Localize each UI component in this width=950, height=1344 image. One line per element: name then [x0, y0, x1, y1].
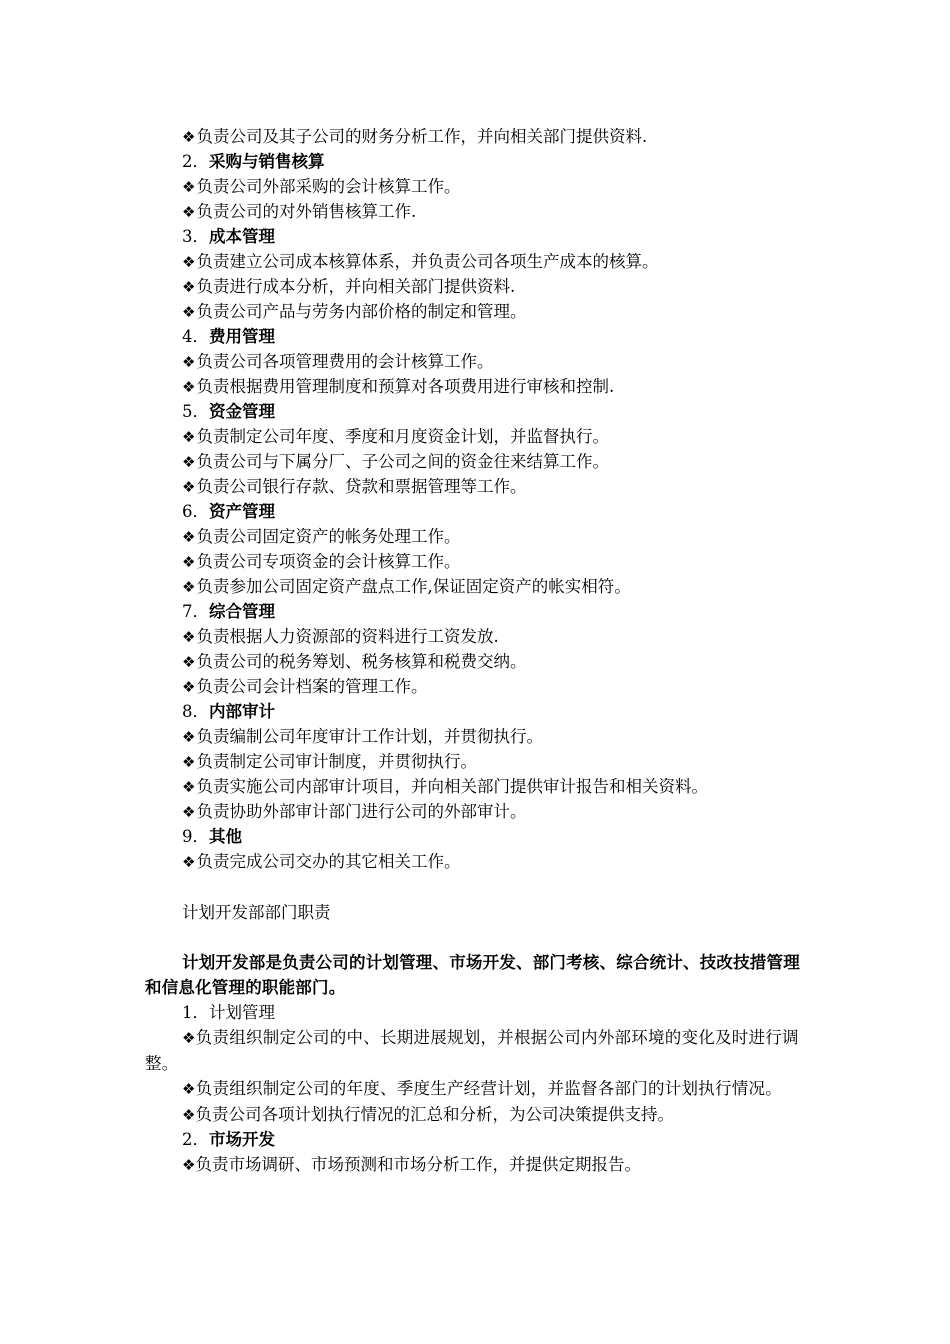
list-item-text: 负责市场调研、市场预测和市场分析工作，并提供定期报告。	[195, 1155, 641, 1174]
section-number: 7．	[182, 602, 209, 621]
planning-duties-list	[145, 1000, 810, 1177]
section-heading	[182, 599, 822, 624]
bullet-icon: ❖	[182, 753, 196, 771]
bullet-icon: ❖	[182, 728, 196, 746]
section-heading	[182, 399, 822, 424]
bullet-icon: ❖	[182, 1080, 196, 1098]
bullet-icon: ❖	[182, 678, 196, 696]
section-heading-text: 成本管理	[209, 227, 275, 246]
section-number: 9．	[182, 827, 209, 846]
section-heading	[145, 1000, 810, 1025]
list-item-text: 负责公司银行存款、贷款和票据管理等工作。	[196, 477, 527, 496]
bullet-icon: ❖	[182, 378, 196, 396]
bullet-icon: ❖	[182, 803, 196, 821]
section-heading-text: 其他	[209, 827, 242, 846]
section-heading	[182, 324, 822, 349]
bullet-icon: ❖	[182, 203, 196, 221]
bullet-icon: ❖	[182, 853, 196, 871]
list-item-text: 负责协助外部审计部门进行公司的外部审计。	[196, 802, 527, 821]
bullet-icon: ❖	[182, 478, 196, 496]
section-heading	[182, 224, 822, 249]
section-number: 4．	[182, 327, 209, 346]
list-item-text: 负责公司的税务筹划、税务核算和税费交纳。	[196, 652, 527, 671]
list-item	[145, 1076, 810, 1102]
section-number: 1．	[182, 1003, 209, 1022]
section-heading-text: 资产管理	[209, 502, 275, 521]
section-heading	[182, 699, 822, 724]
bullet-icon: ❖	[182, 1156, 196, 1174]
list-item-text: 负责公司各项管理费用的会计核算工作。	[196, 352, 494, 371]
list-item-text: 负责编制公司年度审计工作计划，并贯彻执行。	[196, 727, 543, 746]
list-item-text: 负责建立公司成本核算体系，并负责公司各项生产成本的核算。	[196, 252, 659, 271]
bullet-icon: ❖	[182, 528, 196, 546]
finance-duties-list	[182, 124, 822, 874]
list-item-text: 负责组织制定公司的中、长期进展规划，并根据公司内外部环境的变化及时进行调整。	[145, 1028, 799, 1073]
bullet-icon: ❖	[182, 653, 196, 671]
bullet-icon: ❖	[182, 178, 196, 196]
list-item-text: 负责公司各项计划执行情况的汇总和分析，为公司决策提供支持。	[195, 1105, 674, 1124]
planning-dept-intro: 计划开发部是负责公司的计划管理、市场开发、部门考核、综合统计、技改技措管理和信息化管理的职能部门。	[145, 953, 800, 997]
bullet-icon: ❖	[182, 353, 196, 371]
list-item	[182, 174, 822, 199]
bullet-icon: ❖	[182, 628, 196, 646]
list-item-text: 负责组织制定公司的年度、季度生产经营计划，并监督各部门的计划执行情况。	[195, 1079, 782, 1098]
list-item	[182, 349, 822, 374]
section-number: 5．	[182, 402, 209, 421]
list-item	[182, 549, 822, 574]
list-item	[182, 249, 822, 274]
bullet-icon: ❖	[182, 278, 196, 296]
section-number: 2．	[182, 1130, 209, 1149]
list-item	[182, 774, 822, 799]
section-heading	[182, 499, 822, 524]
list-item-text: 负责公司外部采购的会计核算工作。	[196, 177, 461, 196]
list-item-text: 负责根据费用管理制度和预算对各项费用进行审核和控制.	[196, 377, 615, 396]
list-item	[182, 374, 822, 399]
list-item-text: 负责进行成本分析，并向相关部门提供资料.	[196, 277, 516, 296]
planning-dept-title: 计划开发部部门职责	[182, 903, 331, 922]
list-item-text: 负责根据人力资源部的资料进行工资发放.	[196, 627, 499, 646]
list-item	[182, 274, 822, 299]
section-heading-text: 计划管理	[209, 1003, 275, 1022]
bullet-icon: ❖	[182, 1029, 196, 1047]
list-item-text: 负责实施公司内部审计项目，并向相关部门提供审计报告和相关资料。	[196, 777, 708, 796]
section-heading-text: 综合管理	[209, 602, 275, 621]
list-item-text: 负责公司产品与劳务内部价格的制定和管理。	[196, 302, 527, 321]
bullet-icon: ❖	[182, 553, 196, 571]
list-item	[182, 299, 822, 324]
list-item	[145, 1025, 810, 1076]
list-item-text: 负责公司固定资产的帐务处理工作。	[196, 527, 461, 546]
list-item-text: 负责公司及其子公司的财务分析工作，并向相关部门提供资料.	[196, 127, 648, 146]
bullet-icon: ❖	[182, 578, 196, 596]
list-item-text: 负责公司的对外销售核算工作.	[196, 202, 417, 221]
section-heading-text: 市场开发	[209, 1130, 275, 1149]
section-heading	[182, 824, 822, 849]
section-heading	[182, 149, 822, 174]
list-item	[182, 424, 822, 449]
bullet-icon: ❖	[182, 253, 196, 271]
list-item	[182, 199, 822, 224]
bullet-icon: ❖	[182, 128, 196, 146]
list-item	[182, 449, 822, 474]
list-item	[182, 749, 822, 774]
list-item	[182, 799, 822, 824]
list-item-text: 负责参加公司固定资产盘点工作,保证固定资产的帐实相符。	[196, 577, 631, 596]
bullet-icon: ❖	[182, 303, 196, 321]
section-number: 8．	[182, 702, 209, 721]
list-item	[182, 624, 822, 649]
section-heading-text: 费用管理	[209, 327, 275, 346]
list-item-text: 负责公司会计档案的管理工作。	[196, 677, 428, 696]
section-heading	[145, 1127, 810, 1152]
section-heading-text: 资金管理	[209, 402, 275, 421]
list-item	[145, 1152, 810, 1177]
section-heading-text: 内部审计	[209, 702, 275, 721]
list-item	[182, 674, 822, 699]
list-item	[182, 474, 822, 499]
list-item-text: 负责公司专项资金的会计核算工作。	[196, 552, 461, 571]
section-heading-text: 采购与销售核算	[209, 152, 325, 171]
list-item	[182, 124, 822, 149]
list-item-text: 负责制定公司审计制度，并贯彻执行。	[196, 752, 477, 771]
bullet-icon: ❖	[182, 428, 196, 446]
list-item	[182, 724, 822, 749]
section-number: 3．	[182, 227, 209, 246]
bullet-icon: ❖	[182, 453, 196, 471]
list-item	[182, 849, 822, 874]
section-number: 6．	[182, 502, 209, 521]
list-item-text: 负责制定公司年度、季度和月度资金计划，并监督执行。	[196, 427, 609, 446]
list-item	[182, 574, 822, 599]
bullet-icon: ❖	[182, 1106, 196, 1124]
list-item-text: 负责完成公司交办的其它相关工作。	[196, 852, 461, 871]
list-item	[182, 649, 822, 674]
list-item-text: 负责公司与下属分厂、子公司之间的资金往来结算工作。	[196, 452, 609, 471]
list-item	[145, 1102, 810, 1127]
section-number: 2．	[182, 152, 209, 171]
bullet-icon: ❖	[182, 778, 196, 796]
list-item	[182, 524, 822, 549]
